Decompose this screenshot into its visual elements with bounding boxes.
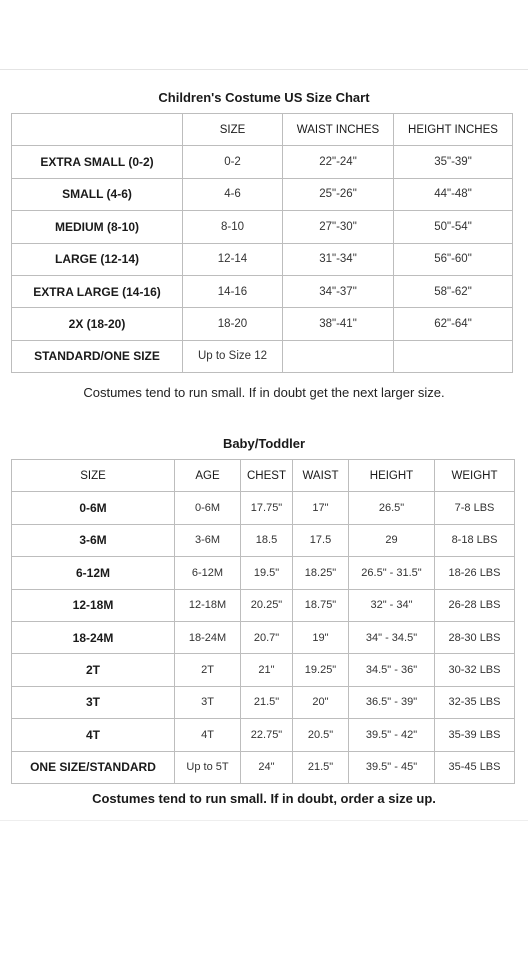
table-cell: 17.75" <box>241 492 293 524</box>
top-divider <box>0 69 528 70</box>
row-label: EXTRA SMALL (0-2) <box>12 146 183 178</box>
baby-chart-note: Costumes tend to run small. If in doubt, order a size up. <box>92 791 436 806</box>
column-header: AGE <box>175 460 241 492</box>
table-row <box>12 686 515 718</box>
table-cell: 56"-60" <box>394 243 513 275</box>
row-label: 3T <box>12 686 175 718</box>
baby-size-table <box>11 459 515 784</box>
table-cell: 34"-37" <box>283 275 394 307</box>
table-cell: 44"-48" <box>394 178 513 210</box>
table-cell: 2T <box>175 654 241 686</box>
table-cell: 58"-62" <box>394 275 513 307</box>
table-cell: 3T <box>175 686 241 718</box>
table-cell: 35-39 LBS <box>435 719 515 751</box>
table-cell: Up to 5T <box>175 751 241 783</box>
row-label: MEDIUM (8-10) <box>12 211 183 243</box>
column-header: WAIST <box>293 460 349 492</box>
table-cell: 21" <box>241 654 293 686</box>
table-cell: 31"-34" <box>283 243 394 275</box>
table-row <box>12 178 513 210</box>
column-header: HEIGHT INCHES <box>394 114 513 146</box>
table-cell: 27"-30" <box>283 211 394 243</box>
table-cell: 29 <box>349 524 435 556</box>
table-cell: 22.75" <box>241 719 293 751</box>
row-label: 2X (18-20) <box>12 308 183 340</box>
table-cell: 12-18M <box>175 589 241 621</box>
table-cell: 18-20 <box>183 308 283 340</box>
adult-chart-note: Costumes tend to run small. If in doubt get the next larger size. <box>83 385 445 400</box>
column-header: CHEST <box>241 460 293 492</box>
table-cell: 34" - 34.5" <box>349 621 435 653</box>
table-row <box>12 524 515 556</box>
table-cell: 7-8 LBS <box>435 492 515 524</box>
table-cell: 26.5" - 31.5" <box>349 557 435 589</box>
row-label: STANDARD/ONE SIZE <box>12 340 183 372</box>
table-cell: 19.5" <box>241 557 293 589</box>
table-cell: 3-6M <box>175 524 241 556</box>
table-cell: 17" <box>293 492 349 524</box>
table-cell: 0-2 <box>183 146 283 178</box>
row-label: LARGE (12-14) <box>12 243 183 275</box>
row-label: 0-6M <box>12 492 175 524</box>
table-row <box>12 340 513 372</box>
table-cell: 32-35 LBS <box>435 686 515 718</box>
table-cell: 18-26 LBS <box>435 557 515 589</box>
table-cell: 4-6 <box>183 178 283 210</box>
bottom-divider <box>0 820 528 821</box>
table-row <box>12 589 515 621</box>
table-cell: 28-30 LBS <box>435 621 515 653</box>
table-cell: 21.5" <box>241 686 293 718</box>
table-row <box>12 275 513 307</box>
table-cell: 20.7" <box>241 621 293 653</box>
table-cell: 6-12M <box>175 557 241 589</box>
adult-size-table <box>11 113 513 373</box>
table-row <box>12 146 513 178</box>
table-row <box>12 621 515 653</box>
column-header: SIZE <box>12 460 175 492</box>
row-label: SMALL (4-6) <box>12 178 183 210</box>
table-cell: 26.5" <box>349 492 435 524</box>
table-cell: 26-28 LBS <box>435 589 515 621</box>
table-cell: 35-45 LBS <box>435 751 515 783</box>
table-row <box>12 751 515 783</box>
row-label: 3-6M <box>12 524 175 556</box>
baby-chart-title: Baby/Toddler <box>222 436 306 451</box>
table-cell: 18.5 <box>241 524 293 556</box>
row-label: EXTRA LARGE (14-16) <box>12 275 183 307</box>
table-cell <box>394 340 513 372</box>
table-row <box>12 211 513 243</box>
row-label: ONE SIZE/STANDARD <box>12 751 175 783</box>
table-header-row <box>12 114 513 146</box>
table-cell: 20.5" <box>293 719 349 751</box>
table-cell: 19.25" <box>293 654 349 686</box>
table-cell: 18.75" <box>293 589 349 621</box>
column-header: HEIGHT <box>349 460 435 492</box>
table-cell: 36.5" - 39" <box>349 686 435 718</box>
table-cell: 0-6M <box>175 492 241 524</box>
table-row <box>12 719 515 751</box>
table-row <box>12 492 515 524</box>
table-cell: 30-32 LBS <box>435 654 515 686</box>
table-cell: 35"-39" <box>394 146 513 178</box>
adult-chart-title: Children's Costume US Size Chart <box>158 90 370 105</box>
table-cell: 18.25" <box>293 557 349 589</box>
table-cell: 50"-54" <box>394 211 513 243</box>
table-row <box>12 654 515 686</box>
table-cell <box>283 340 394 372</box>
table-cell: 20.25" <box>241 589 293 621</box>
row-label: 18-24M <box>12 621 175 653</box>
table-cell: 20" <box>293 686 349 718</box>
row-label: 12-18M <box>12 589 175 621</box>
table-cell: 38"-41" <box>283 308 394 340</box>
table-cell: 8-10 <box>183 211 283 243</box>
table-cell: 17.5 <box>293 524 349 556</box>
column-header: SIZE <box>183 114 283 146</box>
table-cell: 62"-64" <box>394 308 513 340</box>
table-cell: 39.5" - 42" <box>349 719 435 751</box>
row-label: 4T <box>12 719 175 751</box>
table-cell: 32" - 34" <box>349 589 435 621</box>
table-cell: 21.5" <box>293 751 349 783</box>
column-header <box>12 114 183 146</box>
table-row <box>12 308 513 340</box>
table-cell: 19" <box>293 621 349 653</box>
row-label: 2T <box>12 654 175 686</box>
table-cell: Up to Size 12 <box>183 340 283 372</box>
table-cell: 22"-24" <box>283 146 394 178</box>
table-cell: 14-16 <box>183 275 283 307</box>
table-cell: 25"-26" <box>283 178 394 210</box>
table-cell: 12-14 <box>183 243 283 275</box>
table-row <box>12 557 515 589</box>
column-header: WEIGHT <box>435 460 515 492</box>
table-cell: 24" <box>241 751 293 783</box>
table-row <box>12 243 513 275</box>
row-label: 6-12M <box>12 557 175 589</box>
table-cell: 18-24M <box>175 621 241 653</box>
table-cell: 39.5" - 45" <box>349 751 435 783</box>
column-header: WAIST INCHES <box>283 114 394 146</box>
table-cell: 8-18 LBS <box>435 524 515 556</box>
table-cell: 34.5" - 36" <box>349 654 435 686</box>
table-cell: 4T <box>175 719 241 751</box>
table-header-row <box>12 460 515 492</box>
